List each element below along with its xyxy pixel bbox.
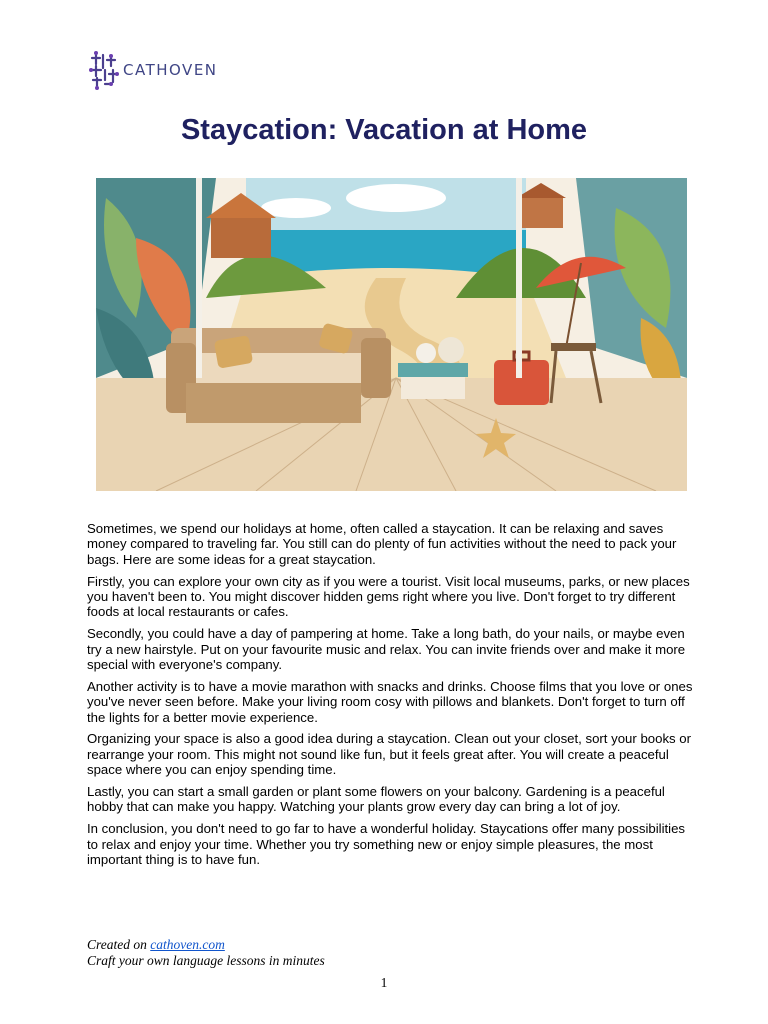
- article-body: [87, 521, 697, 874]
- hero-image: [96, 178, 687, 491]
- brand-name: CATHOVEN: [123, 61, 218, 79]
- paragraph: Firstly, you can explore your own city as if you were a tourist. Visit local museums, parks, or new places you haven't been to. You might discover hidden gems right where you live. Don't forget to try different foods at local restaurants or cafes.: [87, 573, 690, 620]
- staycation-illustration-icon: [96, 178, 687, 491]
- page-number: 1: [380, 975, 388, 990]
- footer-created-prefix: Created on: [87, 937, 151, 952]
- paragraph: Lastly, you can start a small garden or plant some flowers on your balcony. Gardening is a peaceful hobby that can make you happy. Watching your plants grow every day can bring a lot of joy.: [87, 784, 665, 815]
- page-title: Staycation: Vacation at Home: [180, 114, 588, 146]
- cathoven-logo-icon: [87, 50, 119, 90]
- paragraph: Secondly, you could have a day of pampering at home. Take a long bath, do your nails, or maybe even try a new hairstyle. Put on your favourite music and relax. You can invite friends over and make it more special with everyone's company.: [87, 626, 686, 673]
- cathoven-link[interactable]: cathoven.com: [150, 937, 225, 952]
- paragraph: In conclusion, you don't need to go far to have a wonderful holiday. Staycations offer many possibilities to relax and enjoy your time. Whether you try something new or enjoy simple pleasures, the most important thing is to have fun.: [87, 821, 686, 868]
- paragraph: Another activity is to have a movie marathon with snacks and drinks. Choose films that you love or ones you've never seen before. Make your living room cosy with pillows and blankets. Don't forget to turn off the lights for a better movie experience.: [87, 678, 693, 725]
- paragraph: Organizing your space is also a good idea during a staycation. Clean out your closet, sort your books or rearrange your room. This might not sound like fun, but it feels great after. You will create a peaceful space where you can enjoy spending time.: [87, 731, 692, 778]
- footer-tagline: Craft your own language lessons in minutes: [87, 953, 325, 968]
- footer: [87, 937, 325, 969]
- footer-credit: [87, 937, 325, 953]
- paragraph: Sometimes, we spend our holidays at home, often called a staycation. It can be relaxing and saves money compared to traveling far. You still can do plenty of fun activities without the need to pack your bags. Here are some ideas for a great staycation.: [87, 521, 677, 567]
- brand-logo: [87, 50, 218, 90]
